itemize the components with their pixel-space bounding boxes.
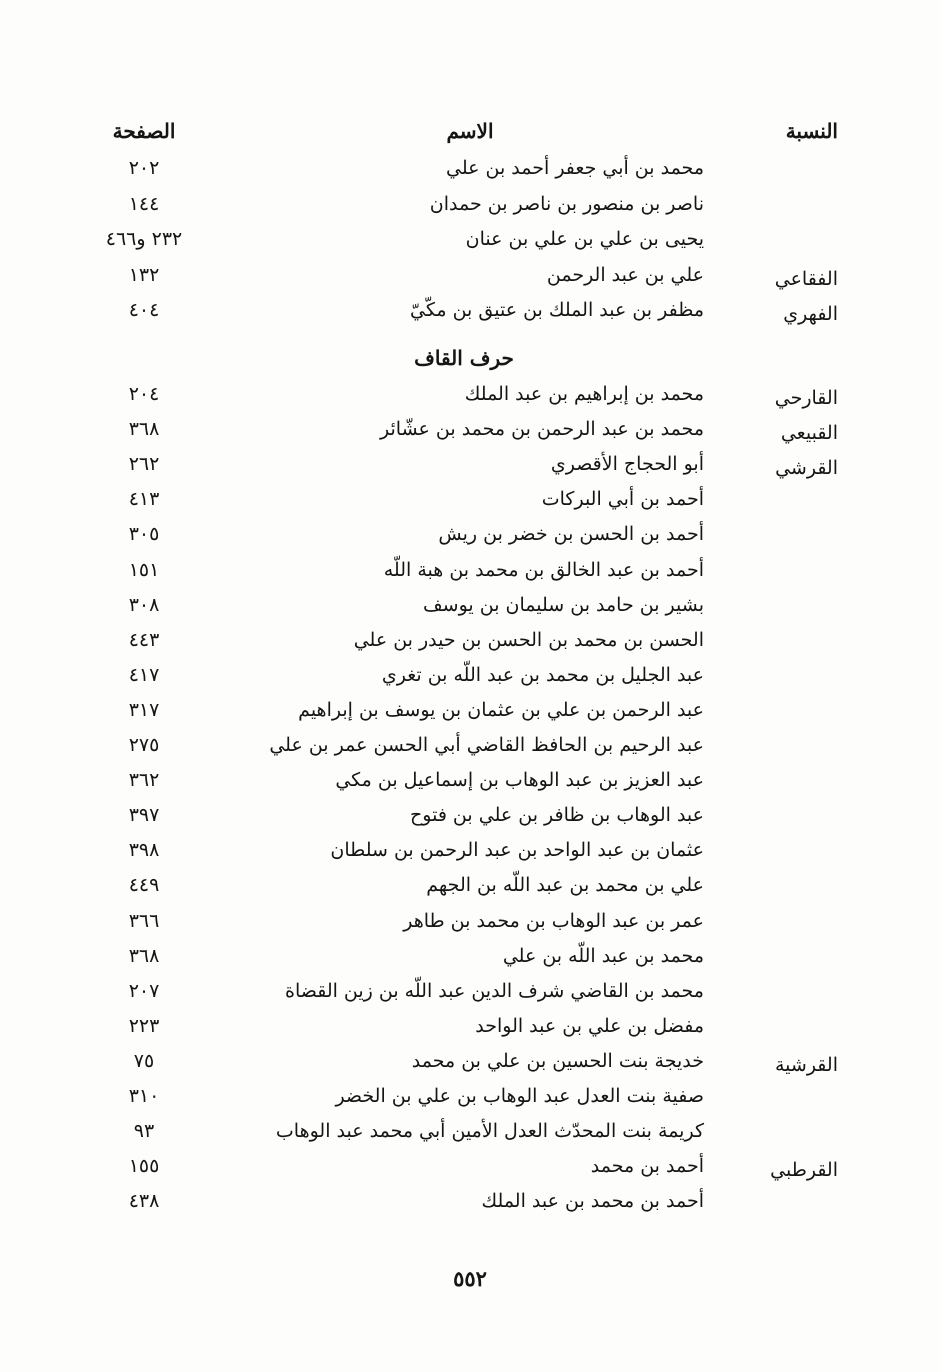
page-cell: ٢٠٢ [128,157,160,179]
name-cell: عبد الرحمن بن علي بن عثمان بن يوسف بن إبراهيم [298,698,704,721]
name-cell: مظفر بن عبد الملك بن عتيق بن مكّيّ [410,299,704,322]
page-cell: ٣٠٥ [128,523,160,546]
name-cell: محمد بن عبد الرحمن بن محمد بن عشّائر [380,418,704,441]
page-cell: ٣١٧ [128,698,160,721]
nisba-cell: القرشي [775,457,838,480]
name-cell: محمد بن إبراهيم بن عبد الملك [464,383,704,405]
page-cell: ١٤٤ [128,192,160,215]
name-cell: ناصر بن منصور بن ناصر بن حمدان [429,192,704,215]
page-cell: ٤١٣ [128,488,160,511]
page-cell: ٣٦٢ [128,769,160,792]
name-cell: خديجة بنت الحسين بن علي بن محمد [411,1049,704,1072]
page-cell: ٣٠٨ [128,593,160,616]
section-title [0,345,940,371]
header-name: الاسم [446,119,494,143]
name-cell: علي بن عبد الرحمن [546,263,704,286]
name-cell: محمد بن أبي جعفر أحمد بن علي [446,157,704,179]
page-cell: ٤٤٣ [128,628,160,651]
name-cell: عبد الجليل بن محمد بن عبد اللّه بن تغري [381,663,704,686]
nisba-cell: القرشية [774,1053,838,1076]
page-cell: ٤٤٩ [128,874,160,897]
page-cell: ٤٠٤ [128,299,160,322]
name-cell: أحمد بن محمد [590,1155,704,1178]
name-cell: أحمد بن عبد الخالق بن محمد بن هبة اللّه [383,558,704,581]
page-cell: ١٣٢ [128,263,160,286]
name-cell: عمر بن عبد الوهاب بن محمد بن طاهر [403,909,704,932]
nisba-cell: القرطبي [770,1159,838,1182]
name-cell: الحسن بن محمد بن الحسن بن حيدر بن علي [353,628,704,651]
nisba-cell: القارحي [774,387,838,409]
page-cell: ٣٦٨ [128,418,160,441]
page-cell: ٤٣٨ [128,1190,160,1213]
page-cell: ٢٠٤ [128,383,160,405]
name-cell: كريمة بنت المحدّث العدل الأمين أبي محمد عبد الوهاب [275,1120,704,1143]
page-cell: ٩٣ [133,1120,155,1143]
page-cell: ٢٧٥ [128,734,160,756]
name-cell: علي بن محمد بن عبد اللّه بن الجهم [426,874,704,897]
name-cell: مفضل بن علي بن عبد الواحد [475,1014,704,1037]
name-cell: أحمد بن الحسن بن خضر بن ريش [438,523,704,546]
page-cell: ٢٦٢ [128,453,160,476]
nisba-cell: الفقاعي [774,267,838,290]
page-cell: ١٥٥ [128,1155,160,1178]
page-cell: ١٥١ [128,558,160,581]
header-nisba: النسبة [785,119,838,143]
name-cell: عبد العزيز بن عبد الوهاب بن إسماعيل بن مكي [335,769,704,792]
name-cell: أحمد بن أبي البركات [541,488,704,511]
page-cell: ٤١٧ [128,663,160,686]
page-cell: ٣٦٨ [128,944,160,967]
page-cell: ٢٠٧ [128,979,160,1002]
page-cell: ٢٣٢ و٤٦٦ [105,228,183,251]
name-cell: يحيى بن علي بن علي بن عنان [465,228,704,251]
name-cell: محمد بن القاضي شرف الدين عبد اللّه بن زين القضاة [284,979,704,1002]
page-cell: ٣١٠ [128,1085,160,1107]
name-cell: أحمد بن محمد بن عبد الملك [481,1190,704,1213]
name-cell: أبو الحجاج الأقصري [550,453,704,476]
page-cell: ٧٥ [133,1049,155,1072]
name-cell: عبد الرحيم بن الحافظ القاضي أبي الحسن عمر بن علي [269,734,704,756]
section-title-text: حرف القاف [414,346,514,370]
header-page: الصفحة [112,119,176,143]
nisba-cell: الفهري [783,303,838,326]
page-cell: ٣٩٨ [128,839,160,862]
name-cell: محمد بن عبد اللّه بن علي [502,944,704,967]
name-cell: صفية بنت العدل عبد الوهاب بن علي بن الخضر [335,1085,704,1107]
nisba-cell: القبيعي [780,422,838,445]
page-number: ٥٥٢ [453,1266,487,1291]
name-cell: عبد الوهاب بن ظافر بن علي بن فتوح [410,804,704,827]
page-cell: ٣٦٦ [128,909,160,932]
name-cell: عثمان بن عبد الواحد بن عبد الرحمن بن سلطان [330,839,704,862]
page-cell: ٢٢٣ [128,1014,160,1037]
page-cell: ٣٩٧ [128,804,160,827]
name-cell: بشير بن حامد بن سليمان بن يوسف [423,593,704,616]
